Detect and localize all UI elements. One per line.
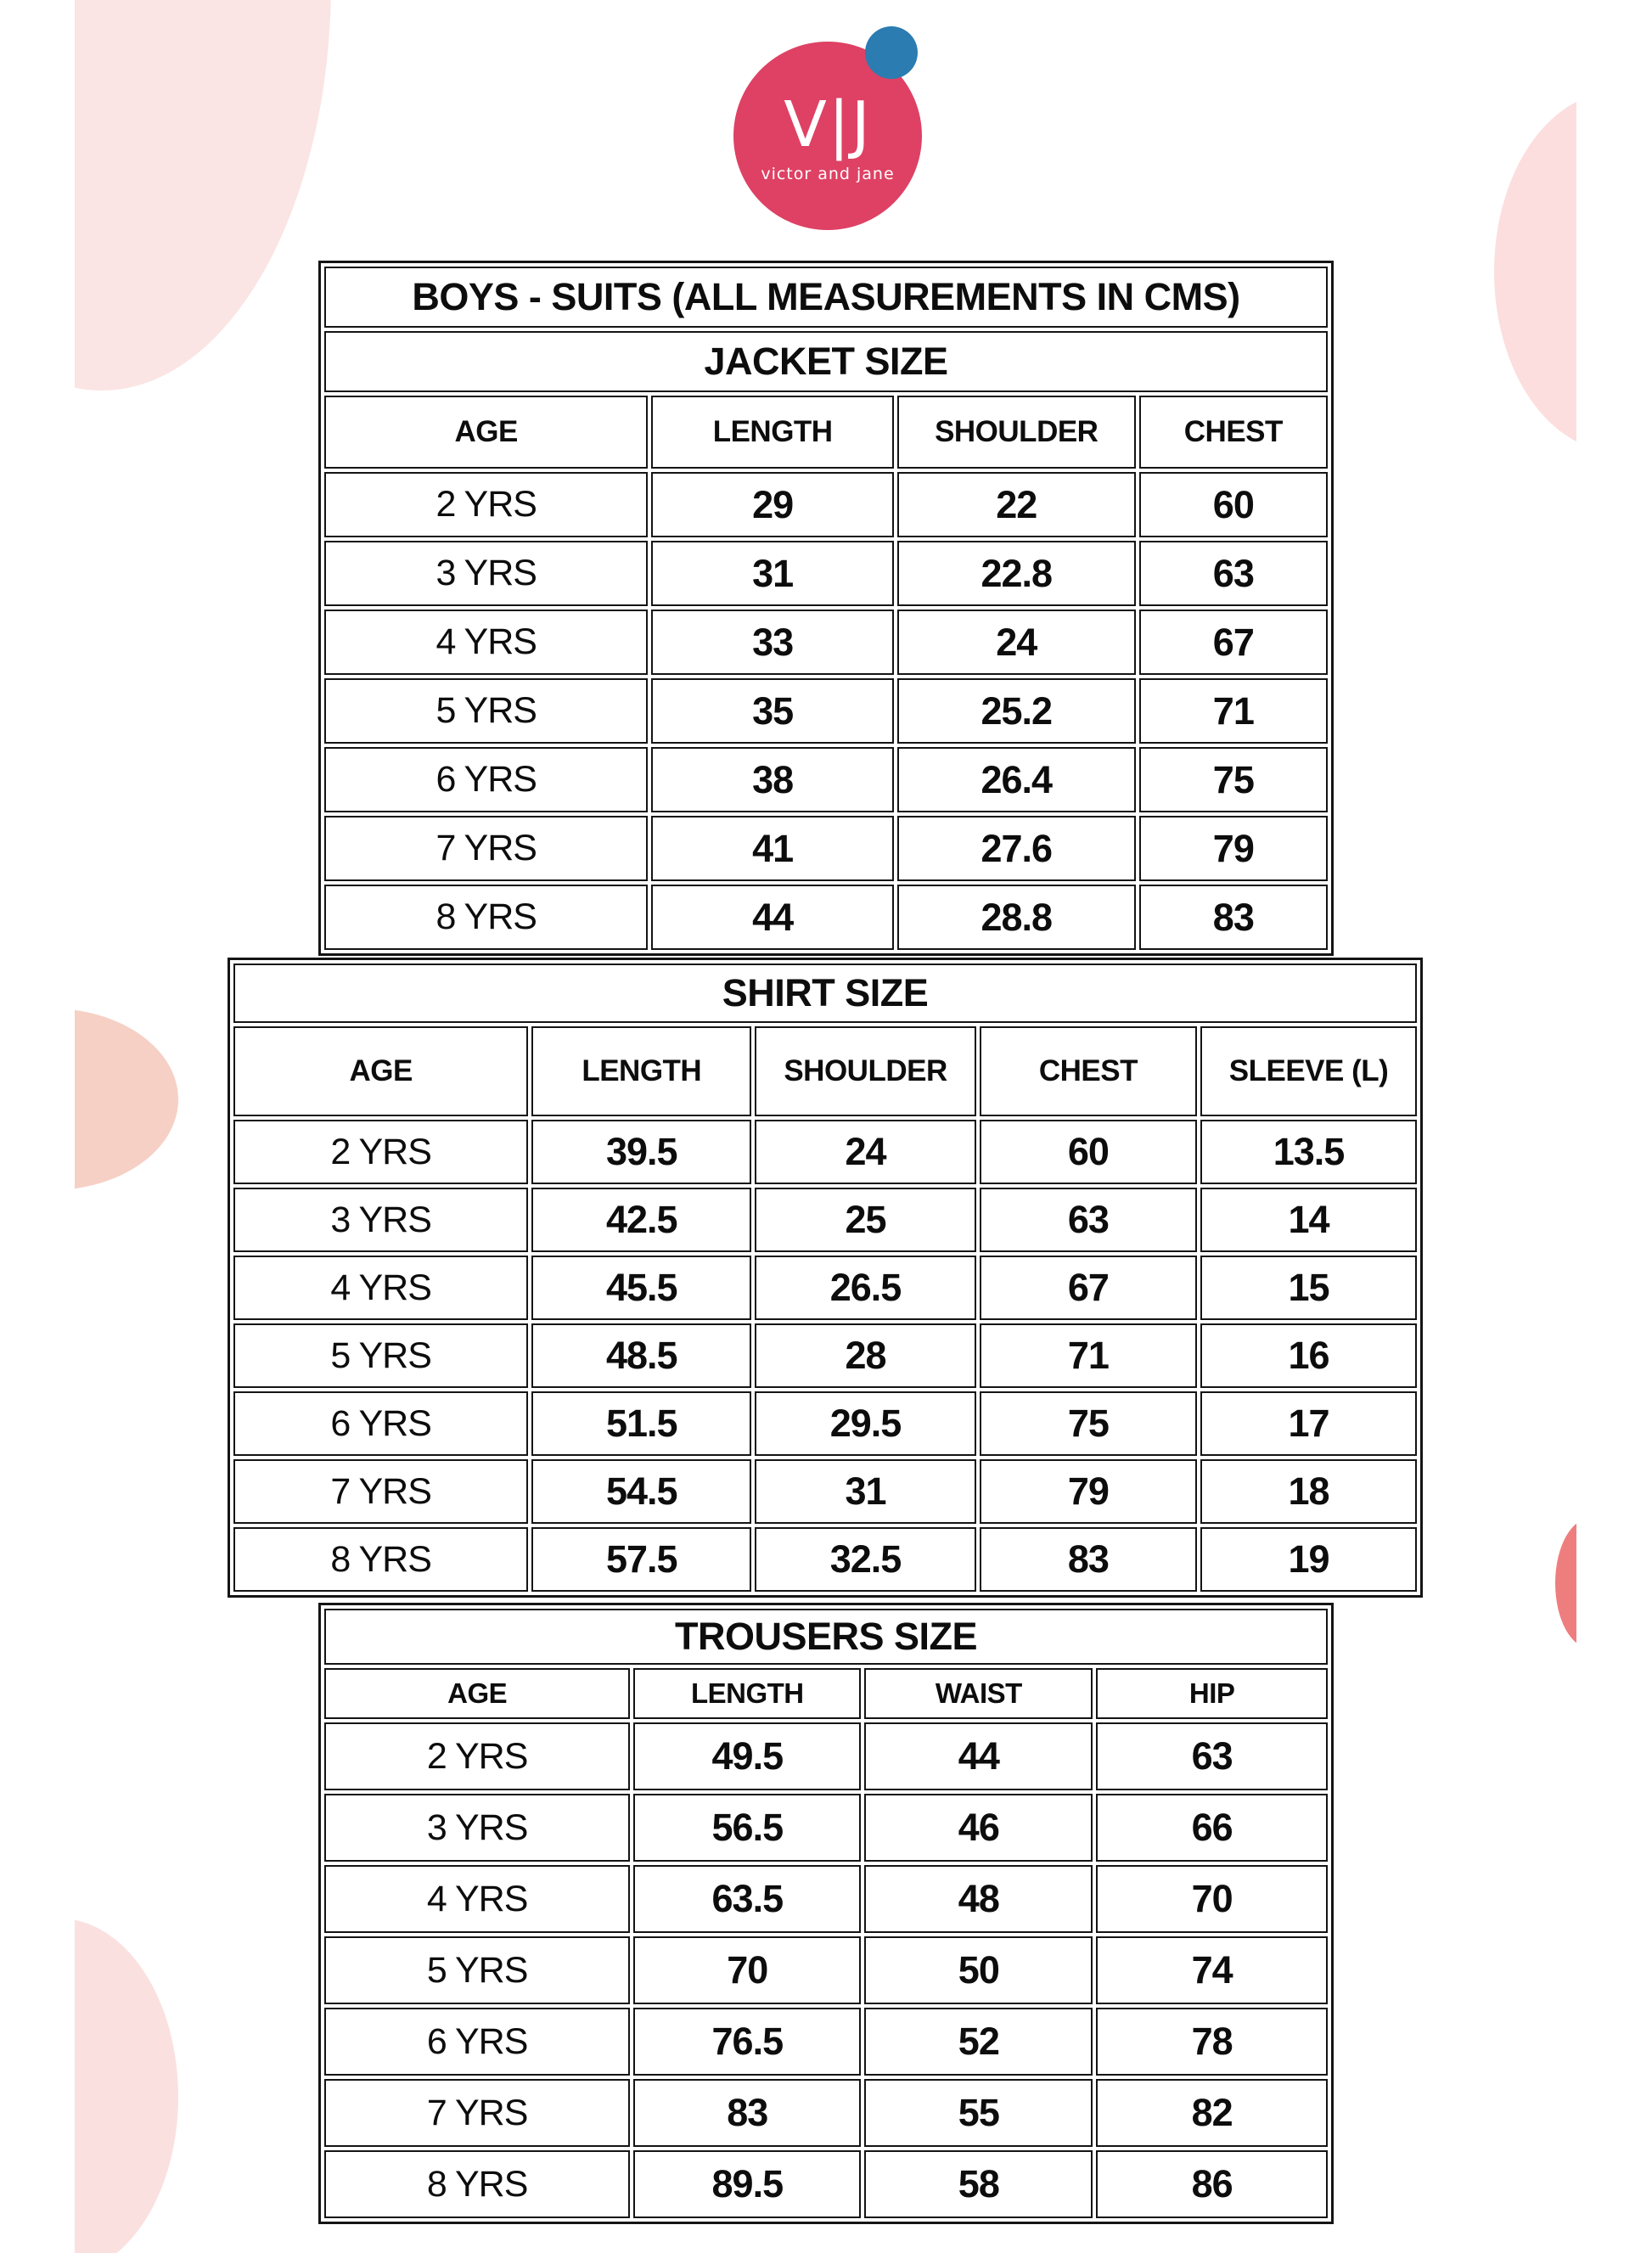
measurement-cell: 54.5	[531, 1459, 751, 1524]
measurement-cell: 38	[651, 747, 893, 812]
measurement-cell: 63.5	[633, 1865, 861, 1933]
table-subtitle-row	[324, 1609, 1328, 1665]
measurement-cell: 52	[864, 2008, 1093, 2076]
table-subtitle: JACKET SIZE	[324, 331, 1328, 392]
table-row	[233, 1323, 1417, 1388]
age-cell: 6 YRS	[233, 1391, 528, 1456]
background-blob-right-upper	[1494, 92, 1576, 452]
measurement-cell: 16	[1200, 1323, 1417, 1388]
table-row	[324, 541, 1328, 606]
table-row	[324, 1722, 1328, 1790]
table-row	[324, 747, 1328, 812]
column-header: WAIST	[864, 1668, 1093, 1719]
column-header-row	[233, 1026, 1417, 1116]
column-header: SHOULDER	[755, 1026, 975, 1116]
column-header: CHEST	[1139, 396, 1328, 469]
measurement-cell: 19	[1200, 1527, 1417, 1592]
background-blob-right-lower	[1555, 1518, 1576, 1649]
table-subtitle-row	[324, 331, 1328, 392]
age-cell: 3 YRS	[233, 1188, 528, 1252]
age-cell: 4 YRS	[233, 1256, 528, 1320]
age-cell: 5 YRS	[233, 1323, 528, 1388]
measurement-cell: 28.8	[897, 885, 1136, 950]
background-blob-bottom-left	[75, 1919, 178, 2253]
jacket-size-table	[318, 261, 1334, 956]
table-row	[324, 610, 1328, 675]
measurement-cell: 42.5	[531, 1188, 751, 1252]
table-subtitle-row	[233, 964, 1417, 1023]
age-cell: 7 YRS	[233, 1459, 528, 1524]
table-row	[324, 2150, 1328, 2218]
measurement-cell: 31	[755, 1459, 975, 1524]
shirt-size-table	[228, 958, 1423, 1598]
table-row	[324, 885, 1328, 950]
measurement-cell: 17	[1200, 1391, 1417, 1456]
measurement-cell: 86	[1096, 2150, 1328, 2218]
measurement-cell: 83	[633, 2079, 861, 2147]
measurement-cell: 44	[864, 1722, 1093, 1790]
table-row	[233, 1459, 1417, 1524]
measurement-cell: 79	[980, 1459, 1197, 1524]
measurement-cell: 48.5	[531, 1323, 751, 1388]
brand-name: victor and jane	[761, 165, 895, 183]
measurement-cell: 14	[1200, 1188, 1417, 1252]
age-cell: 4 YRS	[324, 1865, 630, 1933]
background-blob-top-left	[75, 0, 331, 390]
age-cell: 2 YRS	[324, 472, 648, 537]
measurement-cell: 15	[1200, 1256, 1417, 1320]
measurement-cell: 46	[864, 1794, 1093, 1862]
measurement-cell: 63	[1139, 541, 1328, 606]
measurement-cell: 57.5	[531, 1527, 751, 1592]
measurement-cell: 26.5	[755, 1256, 975, 1320]
table-row	[233, 1188, 1417, 1252]
age-cell: 4 YRS	[324, 610, 648, 675]
measurement-cell: 60	[980, 1120, 1197, 1184]
measurement-cell: 22	[897, 472, 1136, 537]
table-title-row	[324, 267, 1328, 328]
brand-logo	[733, 42, 922, 230]
measurement-cell: 27.6	[897, 816, 1136, 881]
column-header: AGE	[324, 396, 648, 469]
column-header-row	[324, 396, 1328, 469]
brand-initials: V|J	[784, 88, 872, 161]
measurement-cell: 44	[651, 885, 893, 950]
table-row	[233, 1527, 1417, 1592]
measurement-cell: 25	[755, 1188, 975, 1252]
measurement-cell: 29	[651, 472, 893, 537]
measurement-cell: 70	[633, 1936, 861, 2004]
column-header: LENGTH	[531, 1026, 751, 1116]
measurement-cell: 79	[1139, 816, 1328, 881]
measurement-cell: 66	[1096, 1794, 1328, 1862]
column-header: SHOULDER	[897, 396, 1136, 469]
measurement-cell: 22.8	[897, 541, 1136, 606]
measurement-cell: 76.5	[633, 2008, 861, 2076]
table-subtitle: TROUSERS SIZE	[324, 1609, 1328, 1665]
age-cell: 5 YRS	[324, 678, 648, 744]
measurement-cell: 18	[1200, 1459, 1417, 1524]
measurement-cell: 39.5	[531, 1120, 751, 1184]
age-cell: 2 YRS	[324, 1722, 630, 1790]
age-cell: 6 YRS	[324, 2008, 630, 2076]
table-row	[324, 2079, 1328, 2147]
age-cell: 6 YRS	[324, 747, 648, 812]
measurement-cell: 35	[651, 678, 893, 744]
measurement-cell: 24	[897, 610, 1136, 675]
measurement-cell: 83	[980, 1527, 1197, 1592]
measurement-cell: 45.5	[531, 1256, 751, 1320]
measurement-cell: 25.2	[897, 678, 1136, 744]
measurement-cell: 78	[1096, 2008, 1328, 2076]
table-row	[324, 816, 1328, 881]
measurement-cell: 24	[755, 1120, 975, 1184]
age-cell: 8 YRS	[324, 2150, 630, 2218]
measurement-cell: 26.4	[897, 747, 1136, 812]
table-row	[324, 1865, 1328, 1933]
table-row	[233, 1120, 1417, 1184]
measurement-cell: 13.5	[1200, 1120, 1417, 1184]
column-header: LENGTH	[633, 1668, 861, 1719]
measurement-cell: 58	[864, 2150, 1093, 2218]
measurement-cell: 82	[1096, 2079, 1328, 2147]
table-row	[324, 2008, 1328, 2076]
measurement-cell: 63	[1096, 1722, 1328, 1790]
measurement-cell: 63	[980, 1188, 1197, 1252]
table-row	[233, 1256, 1417, 1320]
table-title: BOYS - SUITS (ALL MEASUREMENTS IN CMS)	[324, 267, 1328, 328]
measurement-cell: 71	[1139, 678, 1328, 744]
background-blob-mid-left	[75, 1009, 178, 1190]
measurement-cell: 32.5	[755, 1527, 975, 1592]
measurement-cell: 89.5	[633, 2150, 861, 2218]
measurement-cell: 71	[980, 1323, 1197, 1388]
measurement-cell: 55	[864, 2079, 1093, 2147]
brand-logo-blue-dot-icon	[865, 26, 918, 79]
measurement-cell: 83	[1139, 885, 1328, 950]
age-cell: 7 YRS	[324, 816, 648, 881]
column-header: AGE	[233, 1026, 528, 1116]
measurement-cell: 31	[651, 541, 893, 606]
measurement-cell: 67	[980, 1256, 1197, 1320]
age-cell: 7 YRS	[324, 2079, 630, 2147]
age-cell: 8 YRS	[324, 885, 648, 950]
age-cell: 3 YRS	[324, 541, 648, 606]
table-row	[233, 1391, 1417, 1456]
measurement-cell: 28	[755, 1323, 975, 1388]
measurement-cell: 41	[651, 816, 893, 881]
column-header: LENGTH	[651, 396, 893, 469]
measurement-cell: 29.5	[755, 1391, 975, 1456]
trousers-size-table	[318, 1603, 1334, 2224]
table-row	[324, 472, 1328, 537]
measurement-cell: 56.5	[633, 1794, 861, 1862]
column-header: AGE	[324, 1668, 630, 1719]
measurement-cell: 49.5	[633, 1722, 861, 1790]
column-header-row	[324, 1668, 1328, 1719]
measurement-cell: 51.5	[531, 1391, 751, 1456]
measurement-cell: 75	[980, 1391, 1197, 1456]
column-header: HIP	[1096, 1668, 1328, 1719]
age-cell: 8 YRS	[233, 1527, 528, 1592]
table-row	[324, 1794, 1328, 1862]
age-cell: 5 YRS	[324, 1936, 630, 2004]
table-row	[324, 678, 1328, 744]
age-cell: 2 YRS	[233, 1120, 528, 1184]
measurement-cell: 33	[651, 610, 893, 675]
measurement-cell: 50	[864, 1936, 1093, 2004]
column-header: SLEEVE (L)	[1200, 1026, 1417, 1116]
table-row	[324, 1936, 1328, 2004]
column-header: CHEST	[980, 1026, 1197, 1116]
table-subtitle: SHIRT SIZE	[233, 964, 1417, 1023]
measurement-cell: 70	[1096, 1865, 1328, 1933]
measurement-cell: 60	[1139, 472, 1328, 537]
measurement-cell: 67	[1139, 610, 1328, 675]
measurement-cell: 75	[1139, 747, 1328, 812]
measurement-cell: 74	[1096, 1936, 1328, 2004]
age-cell: 3 YRS	[324, 1794, 630, 1862]
measurement-cell: 48	[864, 1865, 1093, 1933]
